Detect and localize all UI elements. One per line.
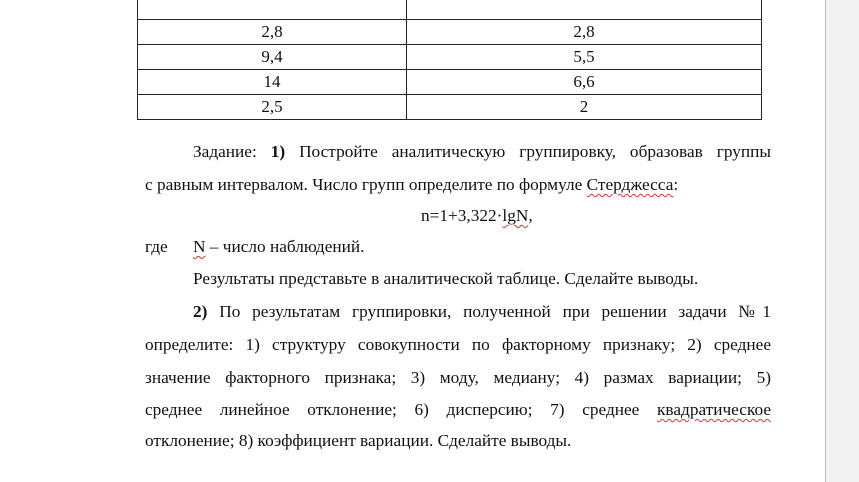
table-cell: 2 (407, 95, 762, 120)
task2-line4-text: среднее линейное отклонение; 6) дисперсию; 7) среднее (145, 400, 658, 419)
task1-text: Постройте аналитическую группировку, образовав группы (299, 142, 771, 161)
table-row (138, 0, 762, 20)
table-cell: 2,8 (138, 20, 407, 45)
table-cell (407, 0, 762, 20)
task2-line-3: значение факторного признака; 3) моду, медиану; 4) размах вариации; 5) (145, 368, 771, 387)
table-cell: 9,4 (138, 45, 407, 70)
table-row (138, 70, 762, 95)
formula-text: n=1+3,322· (421, 206, 503, 225)
formula (421, 206, 533, 226)
punctuation: : (673, 175, 679, 194)
table-row (138, 45, 762, 70)
misspelled-word: Стерджесса (586, 175, 674, 194)
task2-line-1 (193, 302, 771, 322)
task2-line-2: определите: 1) структуру совокупности по факторному признаку; 2) среднее (145, 335, 771, 354)
table-row (138, 20, 762, 45)
table-row (138, 95, 762, 120)
where-definition (193, 237, 364, 257)
task1-line2-text: с равным интервалом. Число групп определите по формуле (145, 175, 587, 194)
where-label: где (145, 237, 168, 256)
table-cell: 2,5 (138, 95, 407, 120)
task-label: Задание: (193, 142, 257, 161)
task1-number: 1) (270, 142, 286, 161)
table-cell: 6,6 (407, 70, 762, 95)
task2-text: По результатам группировки, полученной при решении задачи №1 (219, 302, 771, 321)
table-cell: 5,5 (407, 45, 762, 70)
misspelled-word: lgN (502, 206, 529, 225)
page-margin-background (826, 0, 859, 482)
task2-number: 2) (193, 302, 208, 321)
task1-line-2 (145, 175, 678, 195)
where-text: – число наблюдений. (205, 237, 365, 256)
task2-line-5: отклонение; 8) коэффициент вариации. Сделайте выводы. (145, 431, 572, 450)
results-instruction: Результаты представьте в аналитической таблице. Сделайте выводы. (193, 269, 699, 288)
misspelled-word: квадратическое (657, 400, 771, 419)
table-cell: 14 (138, 70, 407, 95)
table-cell (138, 0, 407, 20)
punctuation: , (528, 206, 533, 225)
data-table (137, 0, 762, 120)
misspelled-word: N (193, 237, 206, 256)
task2-line-4 (145, 400, 771, 420)
task1-line-1 (193, 142, 771, 162)
table-cell: 2,8 (407, 20, 762, 45)
